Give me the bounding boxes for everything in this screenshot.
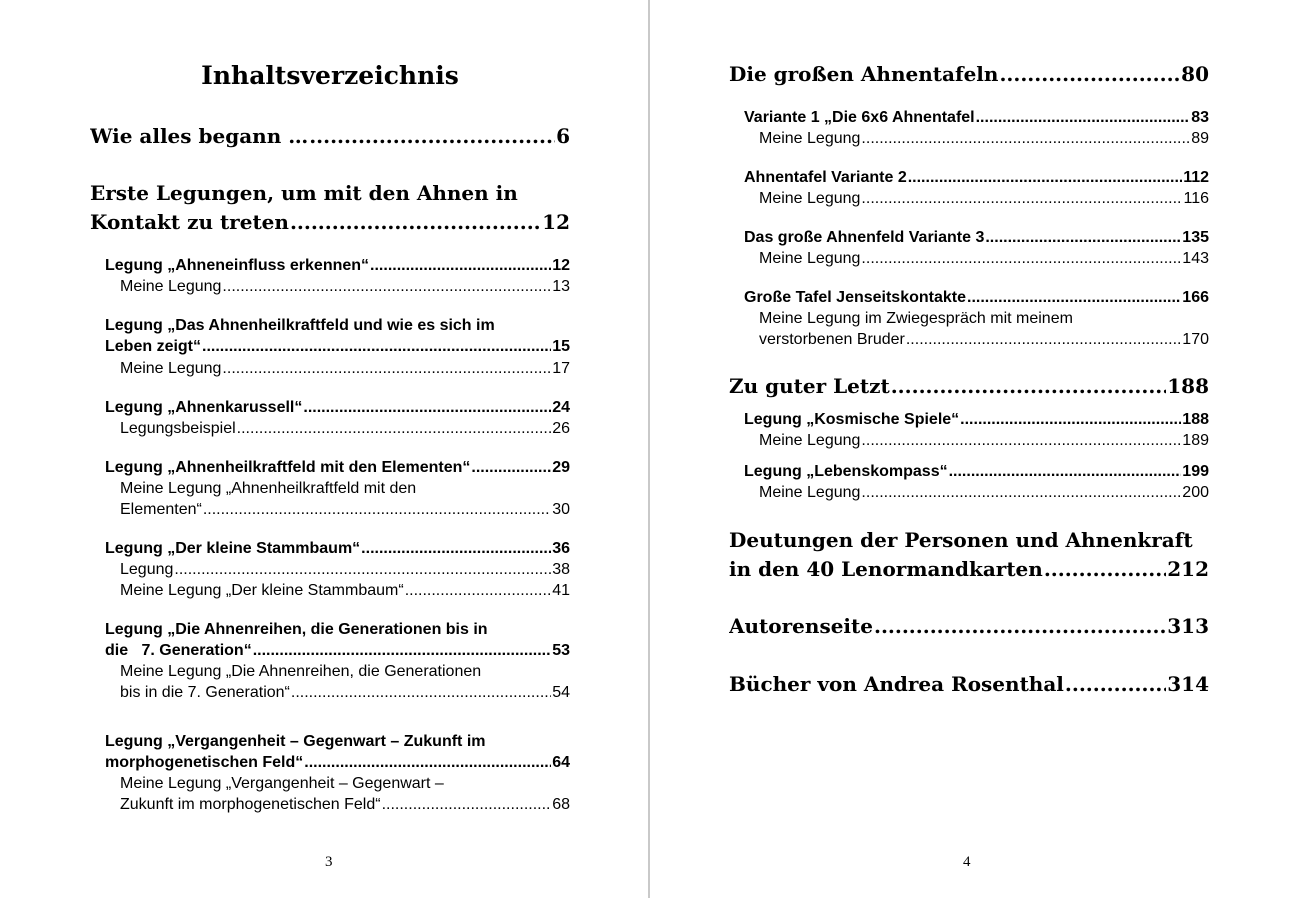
dot-leader (291, 682, 551, 703)
dot-leader (174, 559, 551, 580)
toc-page-number: 68 (552, 796, 570, 813)
toc-entry[interactable] (759, 430, 1209, 451)
dot-leader (370, 255, 551, 276)
dot-leader (1044, 555, 1166, 584)
toc-entry[interactable] (729, 372, 1209, 401)
dot-leader (222, 358, 551, 379)
right-page (650, 0, 1290, 898)
toc-page-number: 80 (1181, 62, 1209, 86)
dot-leader (861, 248, 1181, 269)
toc-page-number: 15 (552, 338, 570, 355)
toc-entry[interactable] (759, 248, 1209, 269)
toc-entry[interactable] (744, 287, 1209, 308)
dot-leader (874, 612, 1166, 641)
dot-leader (908, 167, 1182, 188)
toc-entry[interactable] (120, 276, 570, 297)
toc-entry-text: Meine Legung (759, 250, 861, 267)
toc-entry[interactable] (729, 526, 1209, 584)
toc-entry[interactable] (744, 107, 1209, 128)
toc-entry[interactable] (759, 482, 1209, 503)
toc-entry[interactable] (759, 308, 1209, 350)
toc-page-number: 12 (542, 210, 570, 234)
dot-leader (985, 227, 1181, 248)
toc-entry-text: Elementen“ (120, 501, 202, 518)
toc-entry-text: Legung „Ahnenheilkraftfeld mit den Elementen“ (105, 459, 471, 476)
dot-leader (304, 752, 551, 773)
toc-page-number: 41 (552, 582, 570, 599)
toc-entry-text: Zukunft im morphogenetischen Feld“ (120, 796, 381, 813)
toc-entry-text: die 7. Generation“ (105, 642, 252, 659)
toc-entry-text-line: Legung „Das Ahnenheilkraftfeld und wie es sich im (105, 317, 495, 334)
toc-entry[interactable] (729, 612, 1209, 641)
toc-entry[interactable] (105, 315, 570, 357)
toc-page-number: 313 (1167, 614, 1209, 638)
toc-entry[interactable] (105, 255, 570, 276)
toc-entry-text: Legung (120, 561, 174, 578)
dot-leader (471, 457, 551, 478)
toc-entry-text: Meine Legung (759, 130, 861, 147)
toc-entry[interactable] (120, 418, 570, 439)
toc-entry[interactable] (105, 397, 570, 418)
toc-page-number: 188 (1167, 374, 1209, 398)
dot-leader (906, 329, 1181, 350)
dot-leader (949, 461, 1182, 482)
toc-page-number: 314 (1167, 672, 1209, 696)
toc-entry-text: Große Tafel Jenseitskontakte (744, 289, 966, 306)
toc-page-number: 26 (552, 420, 570, 437)
toc-entry[interactable] (744, 167, 1209, 188)
dot-leader (861, 430, 1181, 451)
dot-leader (222, 276, 551, 297)
toc-entry-text: Autorenseite (729, 614, 873, 638)
page-number: 3 (325, 854, 333, 870)
toc-entry-text: morphogenetischen Feld“ (105, 754, 304, 771)
toc-page-number: 212 (1167, 557, 1209, 581)
toc-entry-text: Legung „Lebenskompass“ (744, 463, 948, 480)
toc-page-number: 189 (1182, 432, 1209, 449)
toc-entry[interactable] (120, 661, 570, 703)
toc-page-number: 13 (552, 278, 570, 295)
toc-page-number: 188 (1182, 411, 1209, 428)
toc-entry-text: Legung „Kosmische Spiele“ (744, 411, 960, 428)
toc-entry[interactable] (90, 179, 570, 237)
toc-entry[interactable] (120, 358, 570, 379)
toc-page-number: 36 (552, 540, 570, 557)
toc-entry-text: Meine Legung (759, 432, 861, 449)
toc-entry-text: Zu guter Letzt (729, 374, 890, 398)
toc-entry-text: Kontakt zu treten (90, 210, 289, 234)
dot-leader (405, 580, 552, 601)
toc-page-number: 53 (552, 642, 570, 659)
dot-leader (960, 409, 1181, 430)
dot-leader (861, 188, 1182, 209)
toc-page-number: 6 (556, 124, 570, 148)
toc-page-number: 12 (552, 257, 570, 274)
toc-page-number: 89 (1191, 130, 1209, 147)
toc-entry-text: Legung „Ahneneinfluss erkennen“ (105, 257, 370, 274)
toc-entry-text: Meine Legung (759, 484, 861, 501)
dot-leader (1065, 670, 1166, 699)
toc-entry-text-line: Legung „Die Ahnenreihen, die Generationen bis in (105, 621, 488, 638)
toc-page-number: 199 (1182, 463, 1209, 480)
toc-entry[interactable] (759, 188, 1209, 209)
toc-entry[interactable] (744, 227, 1209, 248)
toc-page-number: 54 (552, 684, 570, 701)
toc-entry-text: Legung „Ahnenkarussell“ (105, 399, 303, 416)
toc-entry-text: Legungsbeispiel (120, 420, 236, 437)
toc-entry[interactable] (729, 670, 1209, 699)
toc-title: Inhaltsverzeichnis (201, 61, 459, 90)
toc-entry-text: Die großen Ahnentafeln (729, 62, 999, 86)
toc-entry-text: verstorbenen Bruder (759, 331, 905, 348)
toc-entry-text-line: Meine Legung „Ahnenheilkraftfeld mit den (120, 480, 417, 497)
dot-leader (361, 538, 551, 559)
toc-entry[interactable] (759, 128, 1209, 149)
toc-entry-text: Ahnentafel Variante 2 (744, 169, 907, 186)
toc-page-number: 135 (1182, 229, 1209, 246)
toc-entry-text: Meine Legung (759, 190, 861, 207)
toc-page-number: 38 (552, 561, 570, 578)
dot-leader (861, 482, 1181, 503)
toc-page-number: 17 (552, 360, 570, 377)
page-number: 4 (963, 854, 971, 870)
toc-entry[interactable] (120, 478, 570, 520)
toc-entry-text-line: Meine Legung „Die Ahnenreihen, die Generationen (120, 663, 482, 680)
toc-page-number: 170 (1182, 331, 1209, 348)
toc-page-number: 64 (552, 754, 570, 771)
toc-entry[interactable] (744, 409, 1209, 430)
toc-entry-text: Meine Legung „Der kleine Stammbaum“ (120, 582, 404, 599)
toc-entry-text-line: Meine Legung „Vergangenheit – Gegenwart – (120, 775, 444, 792)
dot-leader (202, 336, 551, 357)
toc-entry[interactable] (105, 538, 570, 559)
dot-leader (976, 107, 1191, 128)
toc-entry-text-line: Legung „Vergangenheit – Gegenwart – Zukunft im (105, 733, 486, 750)
dot-leader (967, 287, 1181, 308)
toc-page-number: 116 (1183, 190, 1209, 207)
toc-entry[interactable] (105, 619, 570, 661)
toc-entry-text: Wie alles begann … (90, 124, 309, 148)
toc-entry-text-line: Deutungen der Personen und Ahnenkraft (729, 528, 1193, 552)
dot-leader (861, 128, 1190, 149)
toc-entry-text: bis in die 7. Generation“ (120, 684, 290, 701)
toc-entry-text: Variante 1 „Die 6x6 Ahnentafel (744, 109, 975, 126)
dot-leader (203, 499, 551, 520)
toc-page-number: 200 (1182, 484, 1209, 501)
toc-entry[interactable] (105, 457, 570, 478)
toc-page-number: 166 (1182, 289, 1209, 306)
dot-leader (237, 418, 552, 439)
dot-leader (309, 122, 555, 151)
dot-leader (382, 794, 552, 815)
dot-leader (253, 640, 552, 661)
toc-entry-text: Leben zeigt“ (105, 338, 202, 355)
toc-entry-text-line: Meine Legung im Zwiegespräch mit meinem (759, 310, 1073, 327)
toc-entry[interactable] (120, 559, 570, 580)
toc-entry[interactable] (120, 580, 570, 601)
toc-entry[interactable] (120, 773, 570, 815)
toc-page-number: 143 (1182, 250, 1209, 267)
toc-entry-text: Meine Legung (120, 360, 222, 377)
dot-leader (891, 372, 1167, 401)
toc-page-number: 112 (1183, 169, 1209, 186)
toc-entry-text: Bücher von Andrea Rosenthal (729, 672, 1064, 696)
toc-entry[interactable] (90, 122, 570, 151)
dot-leader (290, 208, 541, 237)
dot-leader (999, 60, 1180, 89)
toc-page-number: 83 (1191, 109, 1209, 126)
toc-entry-text: in den 40 Lenormandkarten (729, 557, 1043, 581)
toc-entry[interactable] (729, 60, 1209, 89)
toc-page-number: 24 (552, 399, 570, 416)
toc-entry-text: Meine Legung (120, 278, 222, 295)
toc-entry-text: Legung „Der kleine Stammbaum“ (105, 540, 361, 557)
toc-entry[interactable] (105, 731, 570, 773)
toc-page-number: 29 (552, 459, 570, 476)
toc-entry[interactable] (744, 461, 1209, 482)
toc-page-number: 30 (552, 501, 570, 518)
toc-entry-text: Das große Ahnenfeld Variante 3 (744, 229, 985, 246)
toc-entry-text-line: Erste Legungen, um mit den Ahnen in (90, 181, 518, 205)
dot-leader (303, 397, 551, 418)
